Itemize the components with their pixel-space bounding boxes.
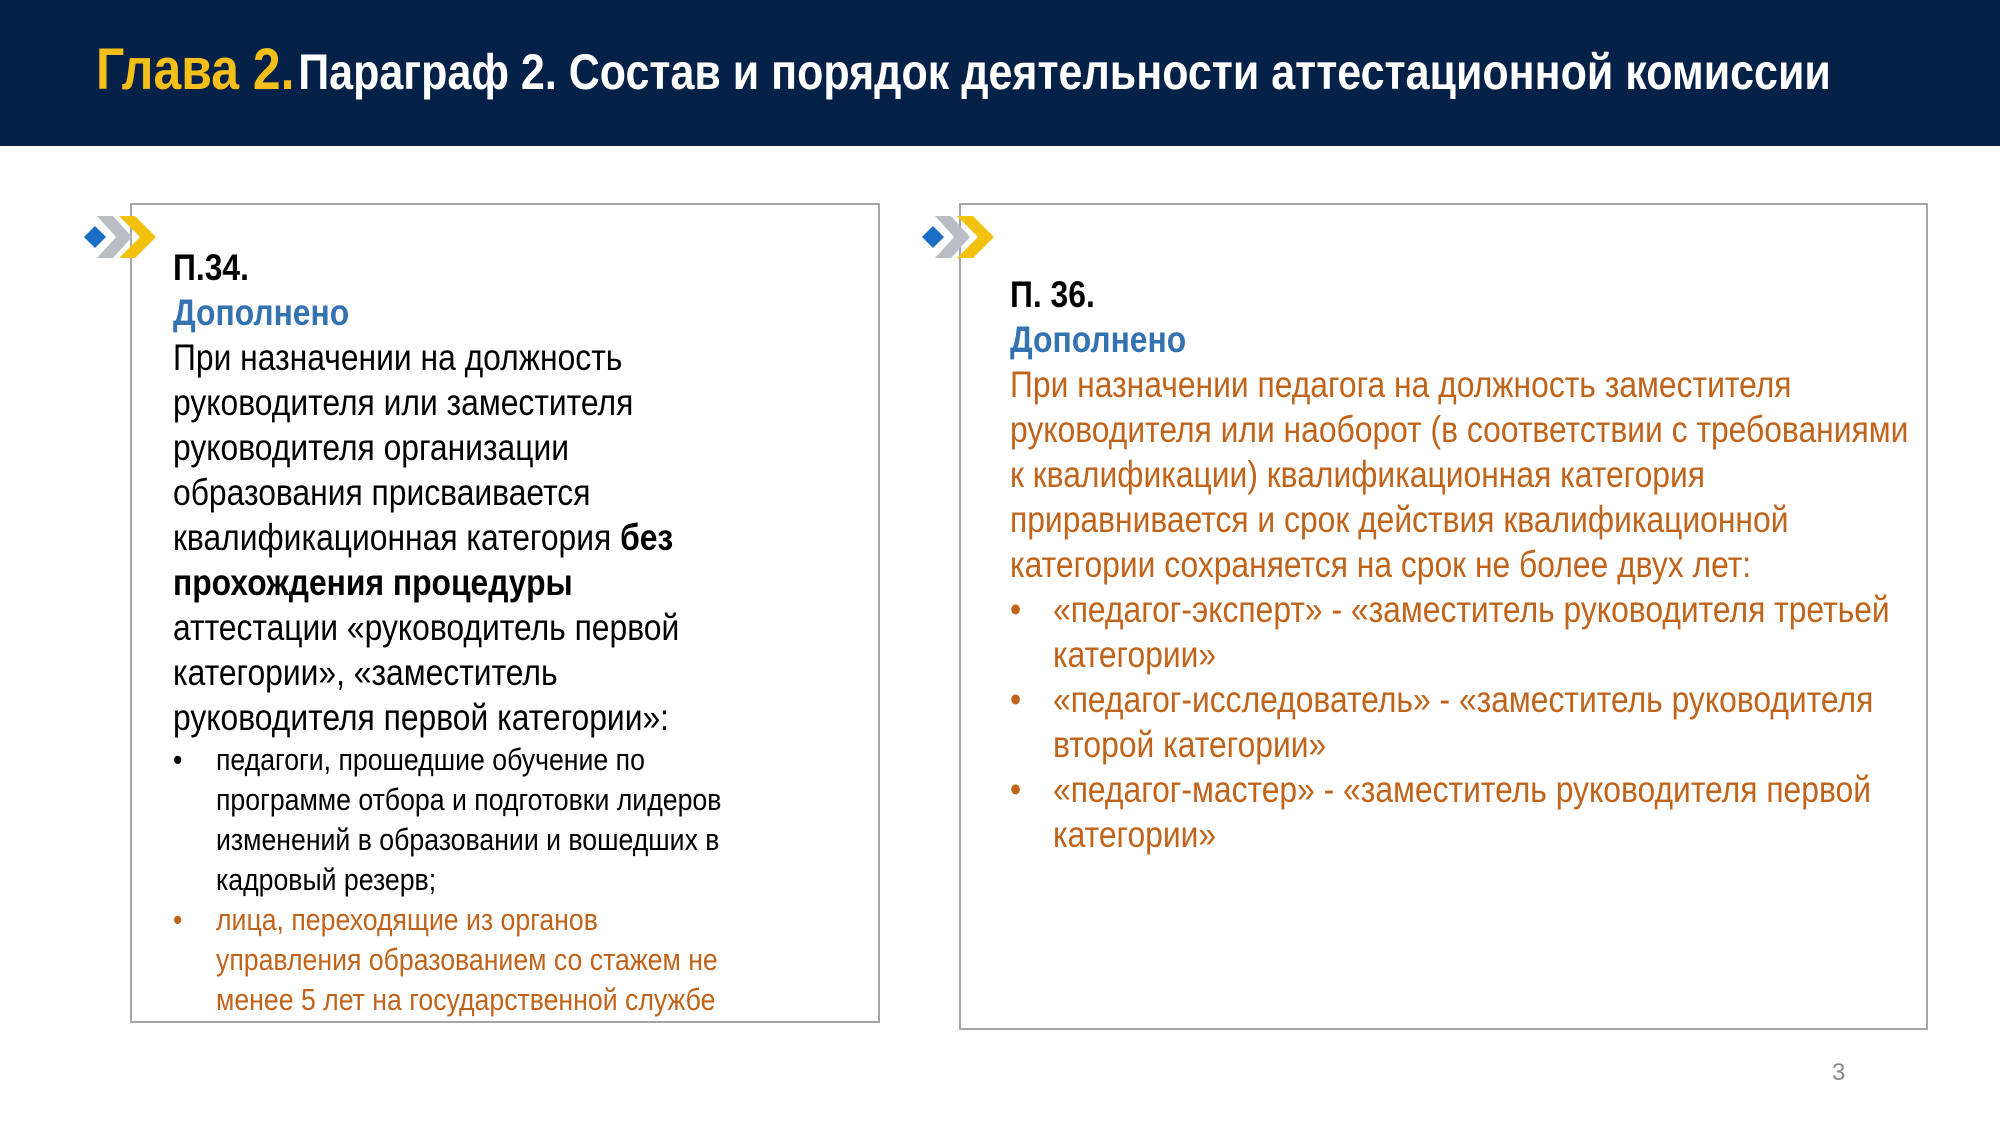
card-p36-content: [1010, 272, 1911, 857]
bullet-list: [1010, 587, 1911, 857]
list-item: • лица, переходящие из органов управления образованием со стажем не менее 5 лет на государственной службе: [173, 902, 718, 1017]
chevron-bullet-icon: [84, 214, 160, 260]
slide-title: [96, 34, 1831, 121]
list-item: • педагоги, прошедшие обучение по программе отбора и подготовки лидеров изменений в образовании и вошедших в кадровый резерв;: [173, 742, 722, 897]
card-p34-content: [173, 245, 741, 1020]
emphasis: без прохождения процедуры: [173, 517, 674, 603]
item-number: П. 36.: [1010, 274, 1095, 315]
status-label: Дополнено: [1010, 319, 1187, 360]
title-bar: [0, 0, 2000, 146]
chevron-bullet-icon: [922, 214, 998, 260]
list-item: • «педагог-эксперт» - «заместитель руководителя третьей категории»: [1010, 589, 1890, 675]
status-label: Дополнено: [173, 292, 350, 333]
list-item: • «педагог-мастер» - «заместитель руководителя первой категории»: [1010, 769, 1871, 855]
body-text: При назначении на должность руководителя или заместителя руководителя организации образования присваивается квалификационная категория без прохождения процедуры аттестации «руководитель первой категории», «заместитель руководителя первой категории»:: [173, 337, 680, 738]
bullet-list: [173, 740, 741, 1020]
paragraph-title: Параграф 2. Состав и порядок деятельности аттестационной комиссии: [298, 44, 1831, 100]
chapter-label: Глава 2.: [96, 37, 295, 102]
body-text: При назначении педагога на должность заместителя руководителя или наоборот (в соответствии с требованиями к квалификации) квалификационная категория приравнивается и срок действия квалификационной категории сохраняется на срок не более двух лет:: [1010, 364, 1909, 585]
page-number: 3: [1832, 1059, 1846, 1086]
list-item: • «педагог-исследователь» - «заместитель руководителя второй категории»: [1010, 679, 1874, 765]
item-number: П.34.: [173, 247, 249, 288]
